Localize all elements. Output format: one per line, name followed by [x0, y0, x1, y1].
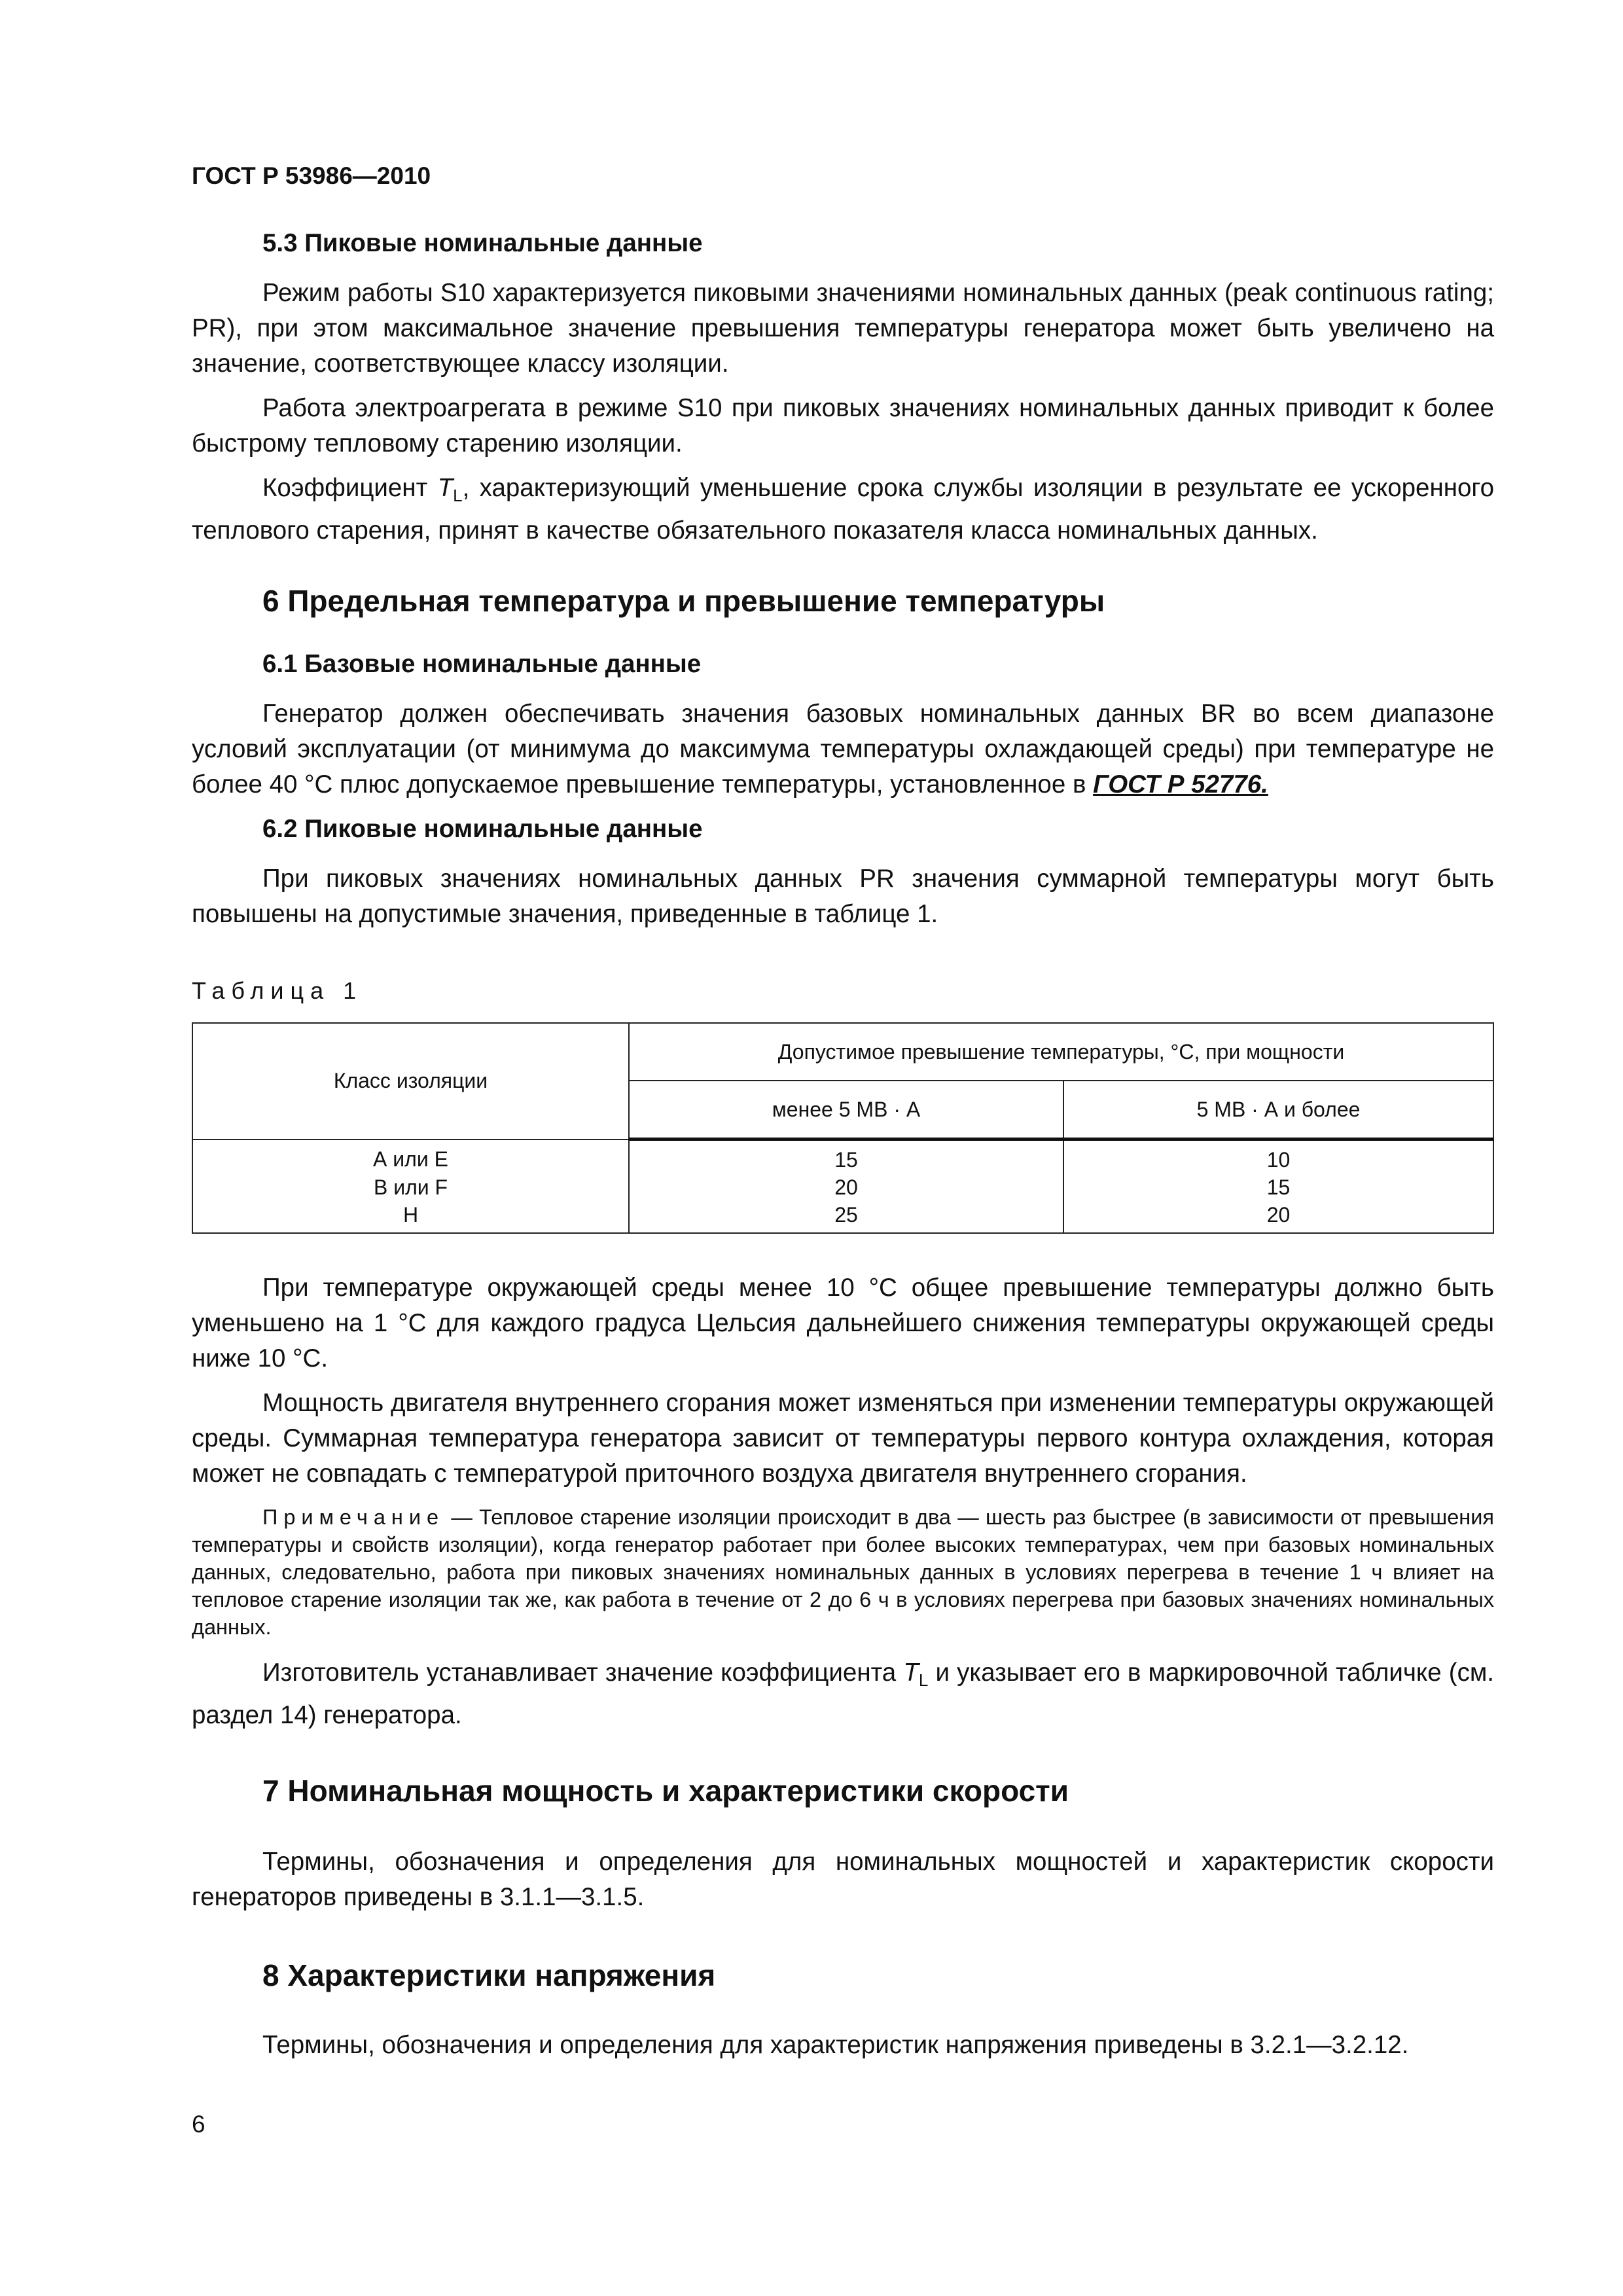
section-heading-8: 8 Характеристики напряжения	[262, 1958, 716, 1992]
note-label: Примечание	[262, 1505, 445, 1529]
paragraph-6-1	[192, 696, 1494, 802]
cell-high: 10	[1063, 1139, 1493, 1174]
column-header-low-power: менее 5 МВ · А	[629, 1081, 1063, 1139]
subsection-heading-5-3: 5.3 Пиковые номинальные данные	[262, 229, 703, 257]
coefficient-subscript: L	[918, 1670, 929, 1690]
paragraph-ambient-temperature: При температуре окружающей среды менее 10 °С общее превышение температуры должно быть уменьшено на 1 °С для каждого градуса Цельсия дальнейшего снижения температуры окружающей среды ниже 10 °С.	[192, 1274, 1494, 1372]
paragraph-text: Изготовитель устанавливает значение коэффициента	[262, 1659, 904, 1687]
subsection-heading-6-2: 6.2 Пиковые номинальные данные	[262, 815, 703, 843]
cell-low: 20	[629, 1174, 1063, 1201]
paragraph-text: Генератор должен обеспечивать значения базовых номинальных данных BR во всем диапазоне условий эксплуатации (от минимума до максимума температуры охлаждающей среды) при температуре не более 40 °С плюс допускаемое превышение температуры, установленное в	[192, 700, 1494, 798]
cell-low: 25	[629, 1201, 1063, 1233]
paragraph-text: и указывает его в маркировочной табличке (см. раздел 14) генератора.	[192, 1659, 1494, 1729]
coefficient-symbol: T	[903, 1659, 919, 1687]
paragraph-engine-power: Мощность двигателя внутреннего сгорания может изменяться при изменении температуры окружающей среды. Суммарная температура генератора зависит от температуры первого контура охлаждения, которая может не совпадать с температурой приточного воздуха двигателя внутреннего сгорания.	[192, 1389, 1494, 1488]
table-row	[192, 1174, 1493, 1201]
table-row	[192, 1139, 1493, 1174]
table-row	[192, 1201, 1493, 1233]
page-number: 6	[192, 2111, 205, 2138]
column-group-header: Допустимое превышение температуры, °С, при мощности	[629, 1023, 1493, 1081]
column-header-class: Класс изоляции	[192, 1023, 629, 1139]
column-header-high-power: 5 МВ · А и более	[1063, 1081, 1493, 1139]
section-heading-6: 6 Предельная температура и превышение температуры	[262, 584, 1105, 618]
paragraph-text: , характеризующий уменьшение срока службы изоляции в результате ее ускоренного теплового старения, принят в качестве обязательного показателя класса номинальных данных.	[192, 474, 1494, 545]
cell-high: 15	[1063, 1174, 1493, 1201]
note-text: — Тепловое старение изоляции происходит в два — шесть раз быстрее (в зависимости от превышения температуры и свойств изоляции), когда генератор работает при более высоких температурах, чем при базовых номинальных данных, следовательно, работа при пиковых значениях номинальных данных в условиях перегрева в течение 1 ч влияет на тепловое старение изоляции так же, как работа в течение от 2 до 6 ч в условиях перегрева при базовых значениях номинальных данных.	[192, 1505, 1494, 1639]
paragraph-5-3-2: Работа электроагрегата в режиме S10 при пиковых значениях номинальных данных приводит к более быстрому тепловому старению изоляции.	[192, 394, 1494, 457]
coefficient-subscript: L	[453, 486, 463, 505]
note-paragraph	[192, 1503, 1494, 1641]
paragraph-5-3-1: Режим работы S10 характеризуется пиковыми значениями номинальных данных (peak continuous rating; PR), при этом максимальное значение превышения температуры генератора может быть увеличено на значение, соответствующее классу изоляции.	[192, 279, 1494, 378]
coefficient-symbol: T	[437, 474, 454, 502]
section-heading-7: 7 Номинальная мощность и характеристики скорости	[262, 1774, 1069, 1808]
paragraph-text: Коэффициент	[262, 474, 438, 502]
cell-low: 15	[629, 1139, 1063, 1174]
table-caption: Таблица 1	[192, 977, 363, 1004]
paragraph-manufacturer	[192, 1655, 1494, 1733]
paragraph-7: Термины, обозначения и определения для номинальных мощностей и характеристик скорости генераторов приведены в 3.1.1—3.1.5.	[192, 1848, 1494, 1911]
insulation-class-table	[192, 1022, 1494, 1234]
paragraph-5-3-3	[192, 471, 1494, 548]
cell-class: Н	[192, 1201, 629, 1233]
cell-high: 20	[1063, 1201, 1493, 1233]
subsection-heading-6-1: 6.1 Базовые номинальные данные	[262, 650, 702, 678]
page-content	[192, 226, 1494, 2072]
document-code: ГОСТ Р 53986—2010	[192, 162, 431, 189]
paragraph-6-2: При пиковых значениях номинальных данных PR значения суммарной температуры могут быть повышены на допустимые значения, приведенные в таблице 1.	[192, 865, 1494, 928]
cell-class: В или F	[192, 1174, 629, 1201]
paragraph-8: Термины, обозначения и определения для характеристик напряжения приведены в 3.2.1—3.2.12.	[262, 2031, 1409, 2059]
gost-reference-link[interactable]: ГОСТ Р 52776.	[1093, 770, 1268, 798]
cell-class: А или Е	[192, 1139, 629, 1174]
